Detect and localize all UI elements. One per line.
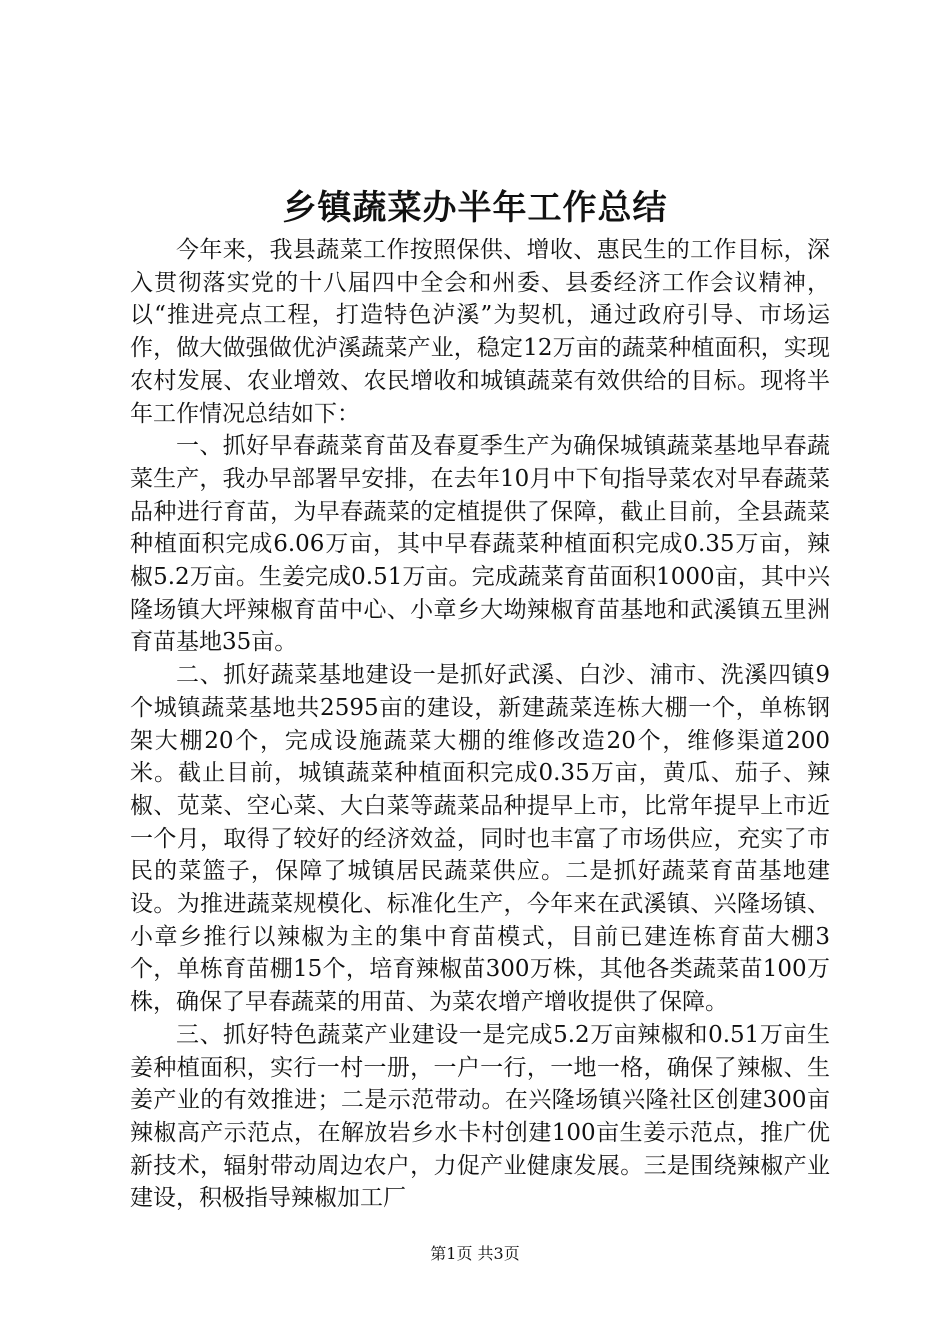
paragraph-section-3: 三、抓好特色蔬菜产业建设一是完成5.2万亩辣椒和0.51万亩生姜种植面积，实行一村一册，一户一行，一地一格，确保了辣椒、生姜产业的有效推进；二是示范带动。在兴隆场镇兴隆社区创建300亩辣椒高产示范点，在解放岩乡水卡村创建100亩生姜示范点，推广优新技术，辐射带动周边农户，力促产业健康发展。三是围绕辣椒产业建设，积极指导辣椒加工厂: [130, 1021, 830, 1212]
paragraph-intro: 今年来，我县蔬菜工作按照保供、增收、惠民生的工作目标，深入贯彻落实党的十八届四中全会和州委、县委经济工作会议精神，以“推进亮点工程，打造特色泸溪”为契机，通过政府引导、市场运作，做大做强做优泸溪蔬菜产业，稳定12万亩的蔬菜种植面积，实现农村发展、农业增效、农民增收和城镇蔬菜有效供给的目标。现将半年工作情况总结如下：: [130, 237, 830, 427]
paragraph-section-2: 二、抓好蔬菜基地建设一是抓好武溪、白沙、浦市、洗溪四镇9个城镇蔬菜基地共2595亩的建设，新建蔬菜连栋大棚一个，单栋钢架大棚20个，完成设施蔬菜大棚的维修改造20个，维修渠道200米。截止目前，城镇蔬菜种植面积完成0.35万亩，黄瓜、茄子、辣椒、苋菜、空心菜、大白菜等蔬菜品种提早上市，比常年提早上市近一个月，取得了较好的经济效益，同时也丰富了市场供应，充实了市民的菜篮子，保障了城镇居民蔬菜供应。二是抓好蔬菜育苗基地建设。为推进蔬菜规模化、标准化生产，今年来在武溪镇、兴隆场镇、小章乡推行以辣椒为主的集中育苗模式，目前已建连栋育苗大棚3个，单栋育苗棚15个，培育辣椒苗300万株，其他各类蔬菜苗100万株，确保了早春蔬菜的用苗、为菜农增产增收提供了保障。: [130, 662, 830, 1016]
document-title: 乡镇蔬菜办半年工作总结: [282, 188, 668, 228]
paragraph-section-1: 一、抓好早春蔬菜育苗及春夏季生产为确保城镇蔬菜基地早春蔬菜生产，我办早部署早安排，在去年10月中下旬指导菜农对早春蔬菜品种进行育苗，为早春蔬菜的定植提供了保障，截止目前，全县蔬菜种植面积完成6.06万亩，其中早春蔬菜种植面积完成0.35万亩，辣椒5.2万亩。生姜完成0.51万亩。完成蔬菜育苗面积1000亩，其中兴隆场镇大坪辣椒育苗中心、小章乡大坳辣椒育苗基地和武溪镇五里洲育苗基地35亩。: [130, 433, 830, 656]
document-body: [130, 234, 830, 1215]
page-number-footer: 第1页 共3页: [430, 1244, 520, 1263]
